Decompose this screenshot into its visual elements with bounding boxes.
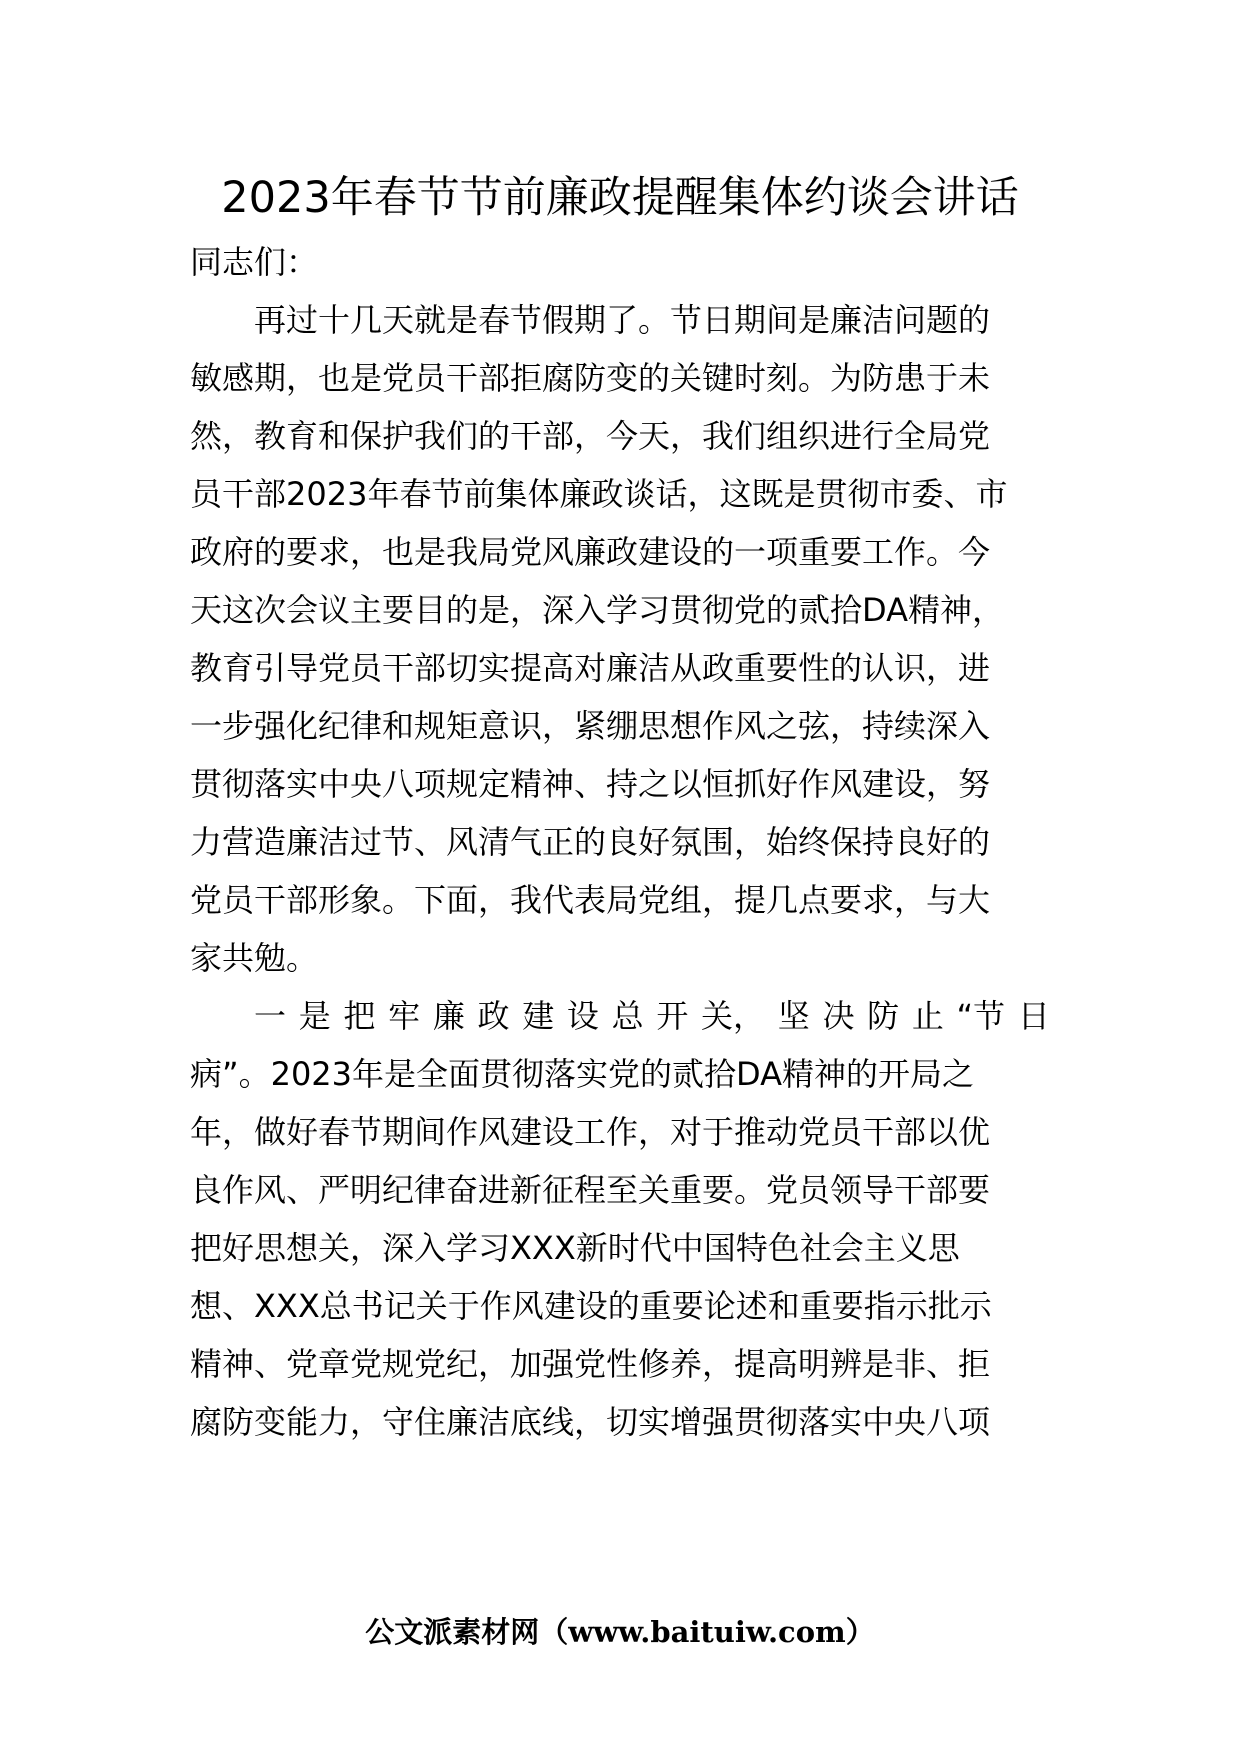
paragraph-1-line: 政府的要求，也是我局党风廉政建设的一项重要工作。今 bbox=[190, 533, 991, 571]
paragraph-1-line: 再过十几天就是春节假期了。节日期间是廉洁问题的 bbox=[254, 301, 991, 339]
paragraph-1-line: 员干部2023年春节前集体廉政谈话，这既是贯彻市委、市 bbox=[190, 475, 1008, 513]
footer-watermark: 公文派素材网（www.baituiw.com） bbox=[365, 1615, 875, 1649]
paragraph-2-first-line-char: 坚 bbox=[777, 997, 810, 1035]
paragraph-2-first-line-char: 是 bbox=[298, 997, 331, 1035]
paragraph-2-first-line-char: 一 bbox=[254, 997, 287, 1035]
paragraph-1-line: 然，教育和保护我们的干部，今天，我们组织进行全局党 bbox=[190, 417, 991, 455]
paragraph-1-line: 教育引导党员干部切实提高对廉洁从政重要性的认识，进 bbox=[190, 649, 991, 687]
paragraph-2-line: 良作风、严明纪律奋进新征程至关重要。党员领导干部要 bbox=[190, 1171, 991, 1209]
paragraph-2-first-line bbox=[254, 990, 1050, 1042]
paragraph-2-first-line-char: 决 bbox=[822, 997, 855, 1035]
paragraph-2-first-line-char: 防 bbox=[867, 997, 900, 1035]
paragraph-2-first-line-char: 政 bbox=[477, 997, 510, 1035]
paragraph-2-first-line-char: 牢 bbox=[388, 997, 421, 1035]
paragraph-2-first-line-char: 设 bbox=[566, 997, 599, 1035]
paragraph-2-line: 想、XXX总书记关于作风建设的重要论述和重要指示批示 bbox=[190, 1287, 992, 1325]
paragraph-2-first-line-char: 开 bbox=[656, 997, 689, 1035]
paragraph-2-first-line-char: 把 bbox=[343, 997, 376, 1035]
paragraph-1-line: 家共勉。 bbox=[190, 939, 319, 977]
paragraph-1-line: 天这次会议主要目的是，深入学习贯彻党的贰拾DA精神， bbox=[190, 591, 1004, 629]
paragraph-2-first-line-char: 廉 bbox=[432, 997, 465, 1035]
paragraph-2-line: 年，做好春节期间作风建设工作，对于推动党员干部以优 bbox=[190, 1113, 991, 1151]
paragraph-1-line: 敏感期，也是党员干部拒腐防变的关键时刻。为防患于未 bbox=[190, 359, 991, 397]
document-title: 2023年春节节前廉政提醒集体约谈会讲话 bbox=[221, 173, 1019, 223]
paragraph-2-first-line-char: 建 bbox=[522, 997, 555, 1035]
paragraph-2-line: 精神、党章党规党纪，加强党性修养，提高明辨是非、拒 bbox=[190, 1345, 991, 1383]
paragraph-2-first-line-char: 日 bbox=[1017, 997, 1050, 1035]
paragraph-2-first-line-char: 止 bbox=[911, 997, 944, 1035]
paragraph-1-line: 贯彻落实中央八项规定精神、持之以恒抓好作风建设，努 bbox=[190, 765, 991, 803]
paragraph-2-first-line-char: “节 bbox=[956, 997, 1006, 1035]
paragraph-2-line: 病”。2023年是全面贯彻落实党的贰拾DA精神的开局之 bbox=[190, 1055, 974, 1093]
paragraph-2-line: 腐防变能力，守住廉洁底线，切实增强贯彻落实中央八项 bbox=[190, 1403, 991, 1441]
salutation: 同志们： bbox=[190, 243, 319, 281]
paragraph-1-line: 力营造廉洁过节、风清气正的良好氛围，始终保持良好的 bbox=[190, 823, 991, 861]
paragraph-2-first-line-char: 关， bbox=[701, 997, 766, 1035]
paragraph-2-line: 把好思想关，深入学习XXX新时代中国特色社会主义思 bbox=[190, 1229, 960, 1267]
paragraph-1-line: 党员干部形象。下面，我代表局党组，提几点要求，与大 bbox=[190, 881, 991, 919]
paragraph-1-line: 一步强化纪律和规矩意识，紧绷思想作风之弦，持续深入 bbox=[190, 707, 991, 745]
paragraph-2-first-line-char: 总 bbox=[611, 997, 644, 1035]
